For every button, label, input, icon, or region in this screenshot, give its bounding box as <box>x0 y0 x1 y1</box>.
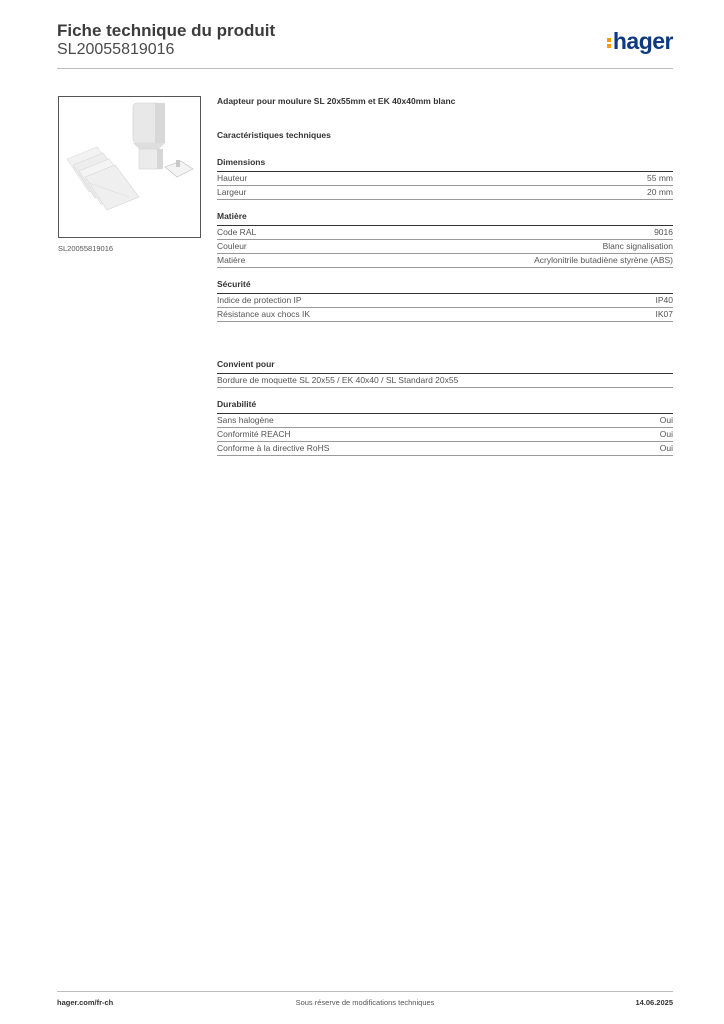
spec-label: Sans halogène <box>217 415 274 425</box>
spec-label: Conformité REACH <box>217 429 291 439</box>
page-header <box>57 20 673 68</box>
image-caption: SL20055819016 <box>58 244 114 253</box>
group-material <box>217 210 673 268</box>
group-compatible-with <box>217 358 673 388</box>
spec-value: Oui <box>659 415 673 425</box>
group-security <box>217 278 673 322</box>
spec-row <box>217 240 673 254</box>
spec-label: Couleur <box>217 241 247 251</box>
spec-row <box>217 374 673 388</box>
spec-row <box>217 186 673 200</box>
product-image <box>58 96 201 238</box>
page-footer <box>57 998 673 1010</box>
spec-value: 55 mm <box>647 173 673 183</box>
spec-label: Bordure de moquette SL 20x55 / EK 40x40 / SL Standard 20x55 <box>217 375 459 385</box>
spec-label: Indice de protection IP <box>217 295 302 305</box>
footer-website-link[interactable]: hager.com/fr-ch <box>57 998 114 1007</box>
group-dimensions <box>217 156 673 200</box>
spec-row <box>217 428 673 442</box>
header-divider <box>57 68 673 69</box>
spec-value: 9016 <box>654 227 673 237</box>
spec-label: Largeur <box>217 187 247 197</box>
spec-value: IK07 <box>655 309 673 319</box>
spec-row <box>217 414 673 428</box>
group-title: Matière <box>217 210 673 226</box>
spec-value: IP40 <box>655 295 673 305</box>
group-title: Durabilité <box>217 398 673 414</box>
technical-specs-title: Caractéristiques techniques <box>217 130 331 140</box>
section-spacer <box>217 332 673 358</box>
spec-label: Code RAL <box>217 227 257 237</box>
spec-value: Acrylonitrile butadiène styrène (ABS) <box>534 255 673 265</box>
footer-divider <box>57 991 673 992</box>
spec-label: Hauteur <box>217 173 248 183</box>
spec-value: Blanc signalisation <box>602 241 673 251</box>
spec-row <box>217 172 673 186</box>
spec-label: Conforme à la directive RoHS <box>217 443 330 453</box>
spec-value: Oui <box>659 429 673 439</box>
product-photo-illustration <box>59 97 200 237</box>
group-sustainability <box>217 398 673 456</box>
spec-label: Matière <box>217 255 246 265</box>
group-title: Sécurité <box>217 278 673 294</box>
group-title: Dimensions <box>217 156 673 172</box>
product-details <box>217 94 673 466</box>
product-name: Adapteur pour moulure SL 20x55mm et EK 40x40mm blanc <box>217 96 456 106</box>
logo-dots-icon <box>607 37 611 49</box>
spec-row <box>217 294 673 308</box>
page-title: Fiche technique du produit <box>57 21 276 40</box>
spec-value: 20 mm <box>647 187 673 197</box>
logo-text: hager <box>612 28 673 54</box>
spec-label: Résistance aux chocs IK <box>217 309 311 319</box>
spec-row <box>217 308 673 322</box>
footer-date: 14.06.2025 <box>635 998 673 1007</box>
spec-row <box>217 442 673 456</box>
footer-disclaimer: Sous réserve de modifications techniques <box>295 998 435 1007</box>
spec-value: Oui <box>659 443 673 453</box>
hager-logo <box>607 28 673 54</box>
spec-row <box>217 254 673 268</box>
group-title: Convient pour <box>217 358 673 374</box>
spec-row <box>217 226 673 240</box>
product-code: SL20055819016 <box>57 41 175 58</box>
